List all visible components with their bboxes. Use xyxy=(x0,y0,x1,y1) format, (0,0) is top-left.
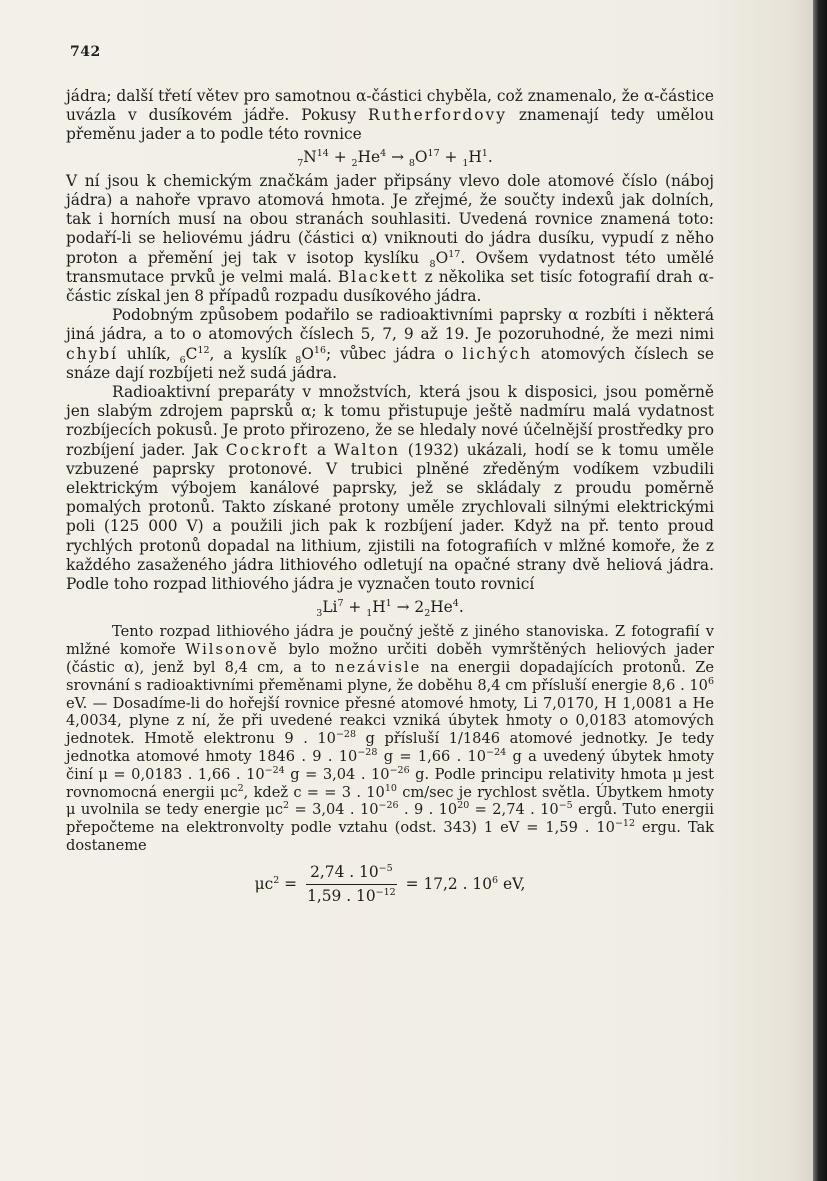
paragraph-2: V ní jsou k chemickým značkám jader připsány vlevo dole atomové číslo (náboj jádra) a nahoře vpravo atomová hmota. Je zřejmé, že součty indexů jak dolních, tak i horních musí na obou stranách souhlasiti. Uvedená rovnice znamená toto: podaří-li se heliovému jádru (částici α) vniknouti do jádra dusíku, vypudí z něho proton a přemění jej tak v isotop kyslíku $_8O^{17}$. Ovšem vydatnost této umělé transmutace prvků je velmi malá. Blackett z několika set tisíc fotografií drah α-částic získal jen 8 případů rozpadu dusíkového jádra. xyxy=(66,171,715,306)
person-name: Wilsonově xyxy=(185,641,279,659)
person-name: Walton xyxy=(334,440,400,459)
paragraph-3: Podobným způsobem podařilo se radioaktivními paprsky α rozbíti i některá jiná jádra, a to o atomových číslech 5, 7, 9 až 19. Je pozoruhodné, že mezi nimi chybí uhlík, $_6C^{12}$, a kyslík $_8O^{16}$; vůbec jádra o lichých atomových číslech se snáze dají rozbíjeti než sudá jádra. xyxy=(66,306,714,382)
equation-lithium: $_3Li^7 + _1H^1 \to 2_2He^4$. xyxy=(316,598,464,620)
person-name: Rutherfordovy xyxy=(368,106,507,125)
paragraph-1: jádra; další třetí větev pro samotnou α-částici chyběla, což znamenalo, že α-částice uvázla v dusíkovém jádře. Pokusy Rutherfordovy znamenají tedy umělou přeměnu jader a to podle této rovnice xyxy=(66,87,714,144)
equation-energy: $\mu c^2$ = $\frac{2,74 . 10^{-5}}{1,59 . 10^{-12}}$ = 17,2 . $10^6$ eV, xyxy=(254,862,526,906)
paragraph-5: Tento rozpad lithiového jádra je poučný ještě z jiného stanoviska. Z fotografií v mlžné komoře Wilsonově bylo možno určiti doběh vymrštěných heliových jader (částic α), jenž byl 8,4 cm, a to nezávisle na energii dopadajících protonů. Ze srovnání s radioaktivními přeměnami plyne, že doběhu 8,4 cm přísluší energie 8,6 . $10^6$ eV. — Dosadíme-li do hořejší rovnice přesné atomové hmoty, Li 7,0170, H 1,0081 a He 4,0034, plyne z ní, že při uvedené reakci vzniká úbytek hmoty o 0,0183 atomových jednotek. Hmotě elektronu 9 . $10^{-28}$ g přísluší 1/1846 atomové jednotky. Je tedy jednotka atomové hmoty 1846 . 9 . $10^{-28}$ g = 1,66 . $10^{-24}$ g a uvedený úbytek hmoty činí μ = 0,0183 . 1,66 . $10^{-24}$ g = 3,04 . $10^{-26}$ g. Podle principu relativity hmota μ jest rovnomocná energii $\mu c^2$, kdež c = = 3 . $10^{10}$ cm/sec je rychlost světla. Úbytkem hmoty μ uvolnila se tedy energie $\mu c^2 = 3,04$ . $10^{-26}$ . 9 . $10^{20} = 2,74$ . $10^{-5}$ ergů. Tuto energii přepočteme na elektronvolty podle vztahu (odst. 343) 1 eV = 1,59 . $10^{-12}$ ergu. Tak dostaneme xyxy=(66,623,715,855)
person-name: Cockroft xyxy=(225,440,310,459)
page-edge-shadow xyxy=(813,0,827,1181)
person-name: Blackett xyxy=(337,267,419,286)
body-text xyxy=(66,87,714,906)
equation-nitrogen: $_7N^{14} + _2He^4 \to _8O^{17} + _1H^1$. xyxy=(297,147,493,169)
page-number: 742 xyxy=(70,44,101,60)
fraction: $\frac{2,74 . 10^{-5}}{1,59 . 10^{-12}}$ xyxy=(307,862,396,906)
paragraph-4: Radioaktivní preparáty v množstvích, která jsou k disposici, jsou poměrně jen slabým zdrojem paprsků α; k tomu přistupuje ještě nadmíru malá vydatnost rozbíjecích pokusů. Je proto přirozeno, že se hledaly nové účelnější prostředky pro rozbíjení jader. Jak Cockroft a Walton (1932) ukázali, hodí se k tomu uměle vzbuzené paprsky protonové. V trubici plněné zředěným vodíkem vzbudili elektrickým výbojem kanálové paprsky, jež se skládaly z proudu poměrně pomalých protonů. Takto získané protony uměle zrychlovali silnými elektrickými poli (125 000 V) a použili jich pak k rozbíjení jader. Když na př. tento proud rychlých protonů dopadal na lithium, zjistili na fotografiích v mlžné komoře, že z každého zasaženého jádra lithiového odletují na opačné strany dvě heliová jádra. Podle toho rozpad lithiového jádra je vyznačen touto rovnicí xyxy=(66,383,714,594)
